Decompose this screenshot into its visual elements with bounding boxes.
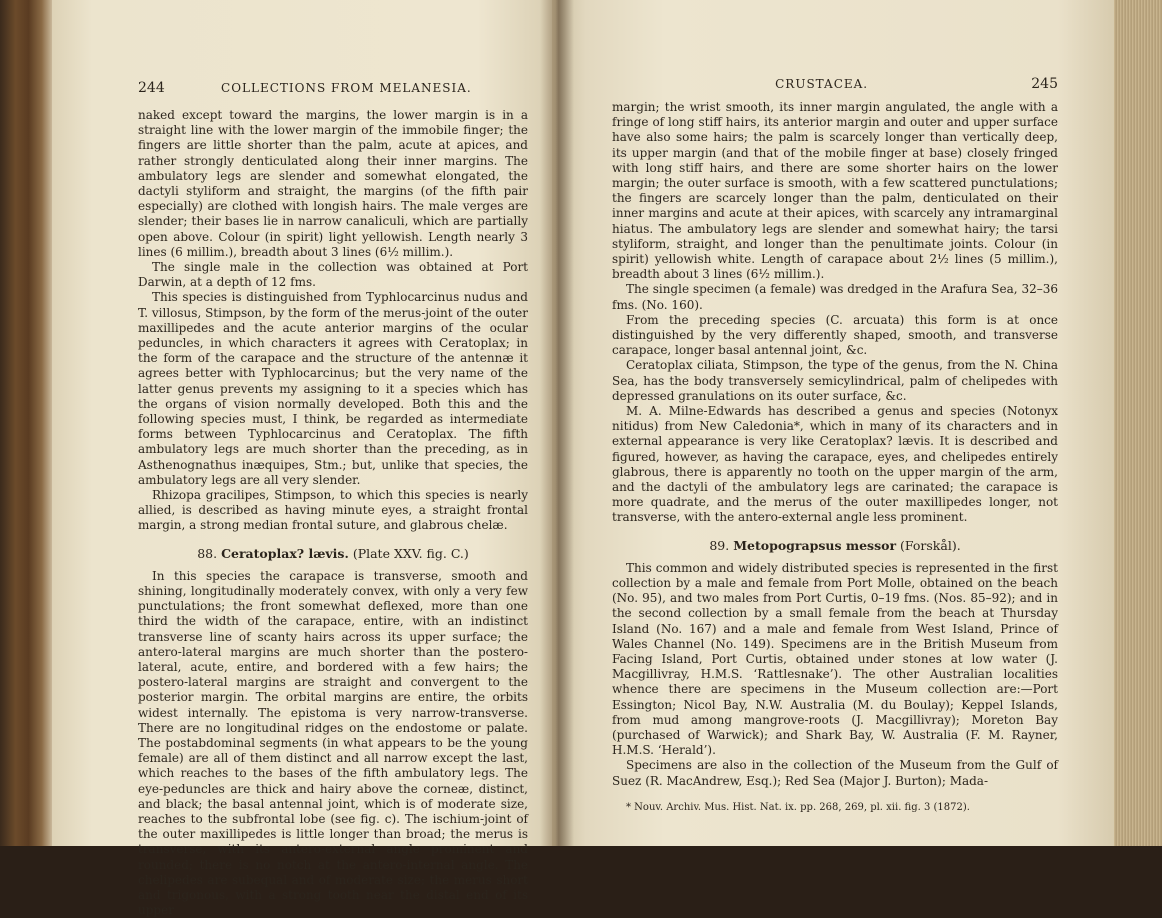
section-88-species: Ceratoplax? lævis. — [221, 545, 349, 561]
left-paragraph-2: The single male in the collection was obtained at Port Darwin, at a depth of 12 fms. — [138, 260, 528, 290]
book-gutter-shadow — [540, 0, 574, 846]
section-89-number: 89. — [709, 537, 730, 553]
left-paragraph-4: Rhizopa gracilipes, Stimpson, to which this species is nearly allied, is described as having minute eyes, a straight frontal margin, a strong median frontal suture, and glabrous chelæ. — [138, 488, 528, 533]
left-running-head — [138, 80, 528, 96]
section-89-species: Metopograpsus messor — [733, 537, 897, 553]
right-page-number: 245 — [1031, 76, 1058, 92]
section-heading-88 — [138, 546, 528, 561]
section-88-plate-ref: (Plate XXV. fig. C.) — [352, 545, 469, 561]
right-paragraph-2: The single specimen (a female) was dredged in the Arafura Sea, 32–36 fms. (No. 160). — [612, 282, 1058, 312]
footnote: * Nouv. Archiv. Mus. Hist. Nat. ix. pp. 268, 269, pl. xii. fig. 3 (1872). — [626, 801, 970, 813]
book-page-edges-right — [1114, 0, 1162, 846]
right-running-head — [612, 76, 1058, 92]
right-page — [552, 0, 1114, 846]
section-88-paragraph-1: In this species the carapace is transverse, smooth and shining, longitudinally moderately convex, with only a very few punctulations; the front somewhat deflexed, more than one third the width of the carapace, entire, with an indistinct transverse line of scanty hairs across its upper surface; the antero-lateral margins are much shorter than the postero-lateral, acute, entire, and bordered with a few hairs; the postero-lateral margins are straight and convergent to the posterior margin. The orbital margins are entire, the orbits widest internally. The epistoma is very narrow-transverse. There are no longitudinal ridges on the endostome or palate. The postabdominal segments (in what appears to be the young female) are all of them distinct and all narrow except the last, which reaches to the bases of the fifth ambulatory legs. The eye-peduncles are thick and hairy above the corneæ, distinct, and black; the basal antennal joint, which is of moderate size, reaches to the subfrontal lobe (see fig. c). The ischium-joint of the outer maxillipedes is little longer than broad; the merus is transverse, with its antero-external angle prominent and rounded; there is no notch at the antero-internal angle. The chelipedes are subequal and of moderate size; the merus short and trigonous, with a strong tooth near the distal end of its upper — [138, 568, 528, 918]
right-paragraph-5: M. A. Milne-Edwards has described a genus and species (Notonyx nitidus) from New Caledonia*, which in many of its characters and in external appearance is very like Ceratoplax? lævis. It is described and figured, however, as having the carapace, eyes, and chelipedes entirely glabrous, there is apparently no tooth on the upper margin of the arm, and the dactyli of the ambulatory legs are carinated; the carapace is more quadrate, and the merus of the outer maxillipedes longer, not transverse, with the antero-external angle less prominent. — [612, 404, 1058, 525]
right-paragraph-1: margin; the wrist smooth, its inner margin angulated, the angle with a fringe of long stiff hairs, its anterior margin and outer and upper surface have also some hairs; the palm is scarcely longer than vertically deep, its upper margin (and that of the mobile finger at base) closely fringed with long stiff hairs, and there are some shorter hairs on the lower margin; the outer surface is smooth, with a few scattered punctulations; the fingers are scarcely longer than the palm, denticulated on their inner margins and acute at their apices, with scarcely any intramarginal hiatus. The ambulatory legs are slender and somewhat hairy; the tarsi styliform, straight, and longer than the penultimate joints. Colour (in spirit) yellowish white. Length of carapace about 2½ lines (5 millim.), breadth about 3 lines (6½ millim.). — [612, 100, 1058, 282]
left-page — [52, 0, 552, 918]
left-paragraph-3: This species is distinguished from Typhlocarcinus nudus and T. villosus, Stimpson, by the form of the merus-joint of the outer maxillipedes and the acute anterior margins of the ocular peduncles, in which characters it agrees with Ceratoplax; in the form of the carapace and the structure of the antennæ it agrees better with Typhlocarcinus; but the very name of the latter genus prevents my assigning to it a species which has the organs of vision normally developed. Both this and the following species must, I think, be regarded as intermediate forms between Typhlocarcinus and Ceratoplax. The fifth ambulatory legs are much shorter than the preceding, as in Asthenognathus inæquipes, Stm.; but, unlike that species, the ambulatory legs are all very slender. — [138, 290, 528, 487]
right-running-head-title: CRUSTACEA. — [775, 77, 869, 91]
section-89-paragraph-1: This common and widely distributed species is represented in the first collection by a male and female from Port Molle, obtained on the beach (No. 95), and two males from Port Curtis, 0–19 fms. (Nos. 85–92); and in the second collection by a small female from the beach at Thursday Island (No. 167) and a male and female from West Island, Prince of Wales Channel (No. 149). Specimens are in the British Museum from Facing Island, Port Curtis, obtained under stones at low water (J. Macgillivray, H.M.S. ‘Rattlesnake’). The other Australian localities whence there are specimens in the Museum collection are:—Port Essington; Nicol Bay, N.W. Australia (M. du Boulay); Keppel Islands, from mud among mangrove-roots (J. Macgillivray); Moreton Bay (purchased of Warwick); and Shark Bay, W. Australia (F. M. Rayner, H.M.S. ‘Herald’). — [612, 560, 1058, 758]
section-heading-89 — [612, 538, 1058, 553]
left-page-number: 244 — [138, 80, 165, 96]
left-running-head-title: COLLECTIONS FROM MELANESIA. — [221, 81, 472, 95]
section-89-paragraph-2: Specimens are also in the collection of the Museum from the Gulf of Suez (R. MacAndrew, Esq.); Red Sea (Major J. Burton); Mada- — [612, 758, 1058, 788]
section-89-authority: (Forskål). — [900, 537, 961, 553]
left-paragraph-1: naked except toward the margins, the lower margin is in a straight line with the lower margin of the immobile finger; the fingers are little shorter than the palm, acute at apices, and rather strongly denticulated along their inner margins. The ambulatory legs are slender and somewhat elongated, the dactyli styliform and straight, the margins (of the fifth pair especially) are clothed with longish hairs. The male verges are slender; their bases lie in narrow canaliculi, which are partially open above. Colour (in spirit) light yellowish. Length nearly 3 lines (6 millim.), breadth about 3 lines (6½ millim.). — [138, 108, 528, 259]
book-binding-left — [0, 0, 52, 846]
right-paragraph-3: From the preceding species (C. arcuata) this form is at once distinguished by the very differently shaped, smooth, and transverse carapace, longer basal antennal joint, &c. — [612, 312, 1058, 358]
right-paragraph-4: Ceratoplax ciliata, Stimpson, the type of the genus, from the N. China Sea, has the body transversely semicylindrical, palm of chelipedes with depressed granulations on its outer surface, &c. — [612, 358, 1058, 403]
section-88-number: 88. — [197, 545, 218, 561]
